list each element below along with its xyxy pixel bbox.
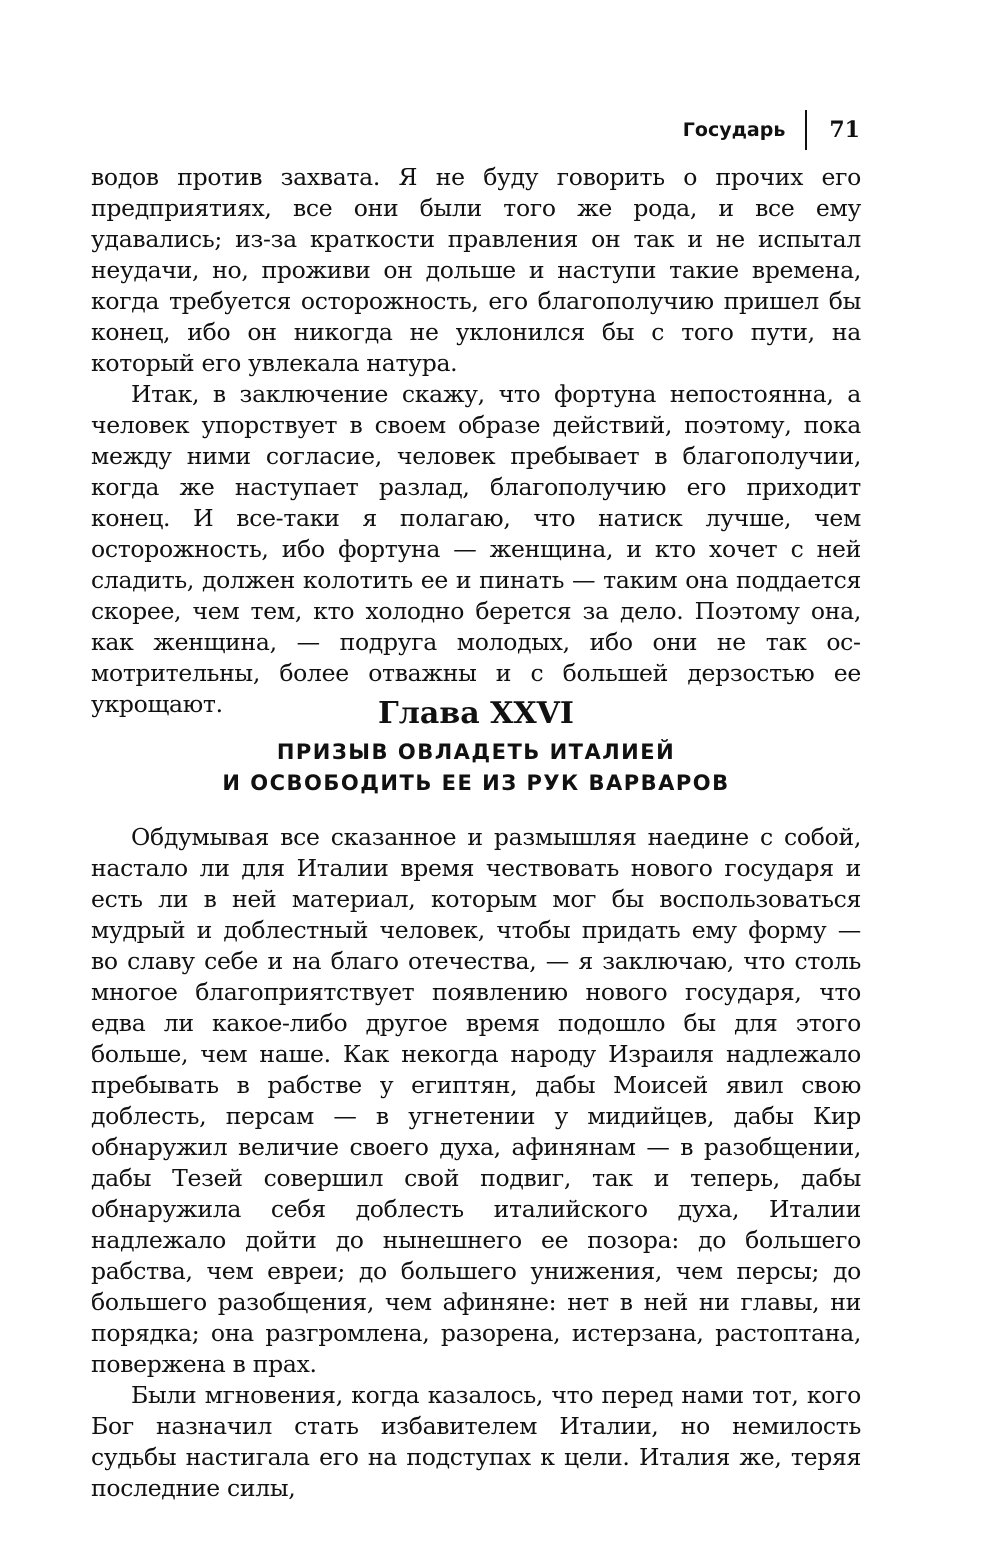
running-title: Государь [682, 119, 786, 141]
body-text-bottom [91, 822, 861, 1504]
chapter-title-line-2: И ОСВОБОДИТЬ ЕЕ ИЗ РУК ВАРВАРОВ [222, 771, 730, 795]
header-divider [805, 110, 807, 150]
page-number: 71 [829, 117, 860, 143]
body-text-top [91, 162, 861, 720]
running-head [683, 110, 860, 150]
paragraph: Итак, в заключение скажу, что фортуна непостоянна, а человек упорствует в своем образе действий, поэтому, пока между ними согласие, человек пребывает в благополучии, когда же наступает разлад, благополучию его приходит конец. И все-таки я полагаю, что натиск лучше, чем осторожность, ибо фортуна — женщина, и кто хочет с ней сладить, должен колотить ее и пинать — таким она поддается скорее, чем тем, кто холодно берется за дело. Поэтому она, как женщина, — подруга молодых, ибо они не так осмотрительны, более отважны и с большей дерзостью ее укрощают. [91, 380, 861, 718]
chapter-number: Глава XXVI [378, 696, 574, 731]
paragraph-continued: водов против захвата. Я не буду говорить о прочих его предприятиях, все они были того же рода, и все ему удавались; из-за краткости правления он так и не испытал неудачи, но, проживи он дольше и наступи такие времена, когда требуется осторожность, его благополучию пришел бы конец, ибо он никогда не уклонился бы с того пути, на который его увлекала натура. [91, 163, 861, 377]
paragraph: Обдумывая все сказанное и размышляя наедине с собой, настало ли для Италии время чествовать нового государя и есть ли в ней материал, которым мог бы воспользоваться мудрый и доблестный человек, чтобы придать ему форму — во славу себе и на благо отечества, — я заключаю, что столь многое благоприятствует появлению нового государя, что едва ли какое-либо другое время подошло бы для этого больше, чем наше. Как некогда народу Израиля надлежало пребывать в рабстве у египтян, дабы Моисей явил свою доблесть, персам — в угнетении у мидийцев, дабы Кир обнаружил величие своего духа, афинянам — в разобщении, дабы Тезей совершил свой подвиг, так и теперь, дабы обнаружила себя доблесть италийского духа, Италии надлежало дойти до нынешнего ее позора: до большего рабства, чем евреи; до большего унижения, чем персы; до большего разобщения, чем афиняне: нет в ней ни главы, ни порядка; она разгромлена, разорена, истерзана, растоптана, повержена в прах. [91, 823, 861, 1378]
chapter-title-line-1: ПРИЗЫВ ОВЛАДЕТЬ ИТАЛИЕЙ [276, 740, 676, 764]
paragraph: Были мгновения, когда казалось, что перед нами тот, кого Бог назначил стать избавителем Италии, но немилость судьбы настигала его на подступах к цели. Италия же, теряя последние силы, [91, 1381, 861, 1502]
chapter-heading [91, 695, 861, 799]
